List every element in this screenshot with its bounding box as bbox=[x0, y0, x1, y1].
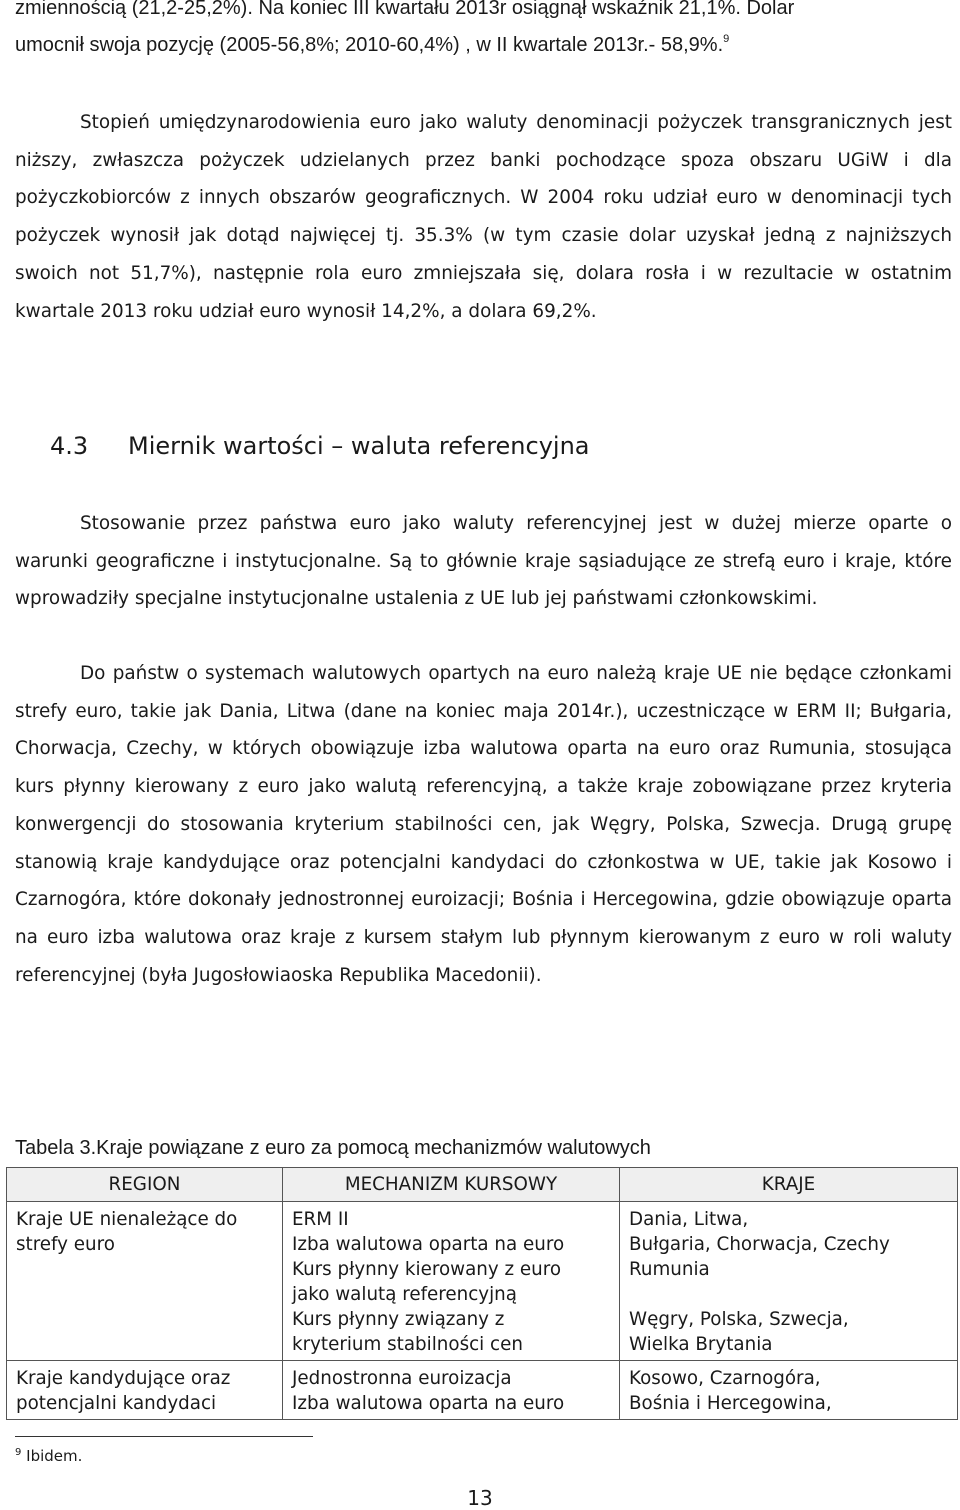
cell-line: Kraje UE nienależące do bbox=[16, 1209, 238, 1230]
cell-line: Kurs płynny związany z bbox=[292, 1309, 505, 1330]
table-row bbox=[7, 1202, 958, 1361]
cell-line: Bośnia i Hercegowina, bbox=[629, 1393, 832, 1414]
paragraph-reference-currency: Stosowanie przez państwa euro jako waluty referencyjnej jest w dużej mierze oparte o warunki geograficzne i instytucjonalne. Są to głównie kraje sąsiadujące ze strefą euro i kraje, które wprowadziły specjalne instytucjonalne ustalenia z UE lub jej państwami członkowskimi. bbox=[15, 513, 952, 610]
section-number: 4.3 bbox=[50, 432, 89, 460]
footnote-text: Ibidem. bbox=[26, 1447, 83, 1465]
paragraph-internationalization: Stopień umiędzynarodowienia euro jako waluty denominacji pożyczek transgranicznych jest niższy, zwłaszcza pożyczek udzielanych przez banki pochodzące spoza obszaru UGiW i dla pożyczkobiorców z innych obszarów geograficznych. W 2004 roku udział euro w denominacji tych pożyczek wynosił jak dotąd najwięcej tj. 35.3% (w tym czasie dolar uzyskał jedną z najniższych swoich not 51,7%), następnie rola euro zmniejszała się, dolara rosła i w rezultacie w ostatnim kwartale 2013 roku udział euro wynosił 14,2%, a dolara 69,2%. bbox=[15, 112, 952, 322]
cell-region bbox=[7, 1202, 283, 1361]
cell-line: Węgry, Polska, Szwecja, bbox=[629, 1309, 849, 1330]
cell-line: Kraje kandydujące oraz bbox=[16, 1368, 231, 1389]
cell-line: Kurs płynny kierowany z euro bbox=[292, 1259, 562, 1280]
cell-line: Izba walutowa oparta na euro bbox=[292, 1393, 565, 1414]
cell-line: potencjalni kandydaci bbox=[16, 1393, 217, 1414]
cell-line: Bułgaria, Chorwacja, Czechy bbox=[629, 1234, 890, 1255]
footnote-reference[interactable]: 9 bbox=[723, 33, 730, 45]
cell-line: jako walutą referencyjną bbox=[292, 1284, 517, 1305]
footnote-separator bbox=[15, 1436, 313, 1437]
cell-line: kryterium stabilności cen bbox=[292, 1334, 523, 1355]
currency-mechanisms-table bbox=[6, 1167, 958, 1420]
section-heading bbox=[50, 432, 590, 460]
page-number: 13 bbox=[467, 1486, 493, 1510]
cell-line: Dania, Litwa, bbox=[629, 1209, 749, 1230]
header-mechanism: MECHANIZM KURSOWY bbox=[283, 1168, 620, 1202]
continuation-line-2: umocnił swoja pozycję (2005-56,8%; 2010-60,4%) , w II kwartale 2013r.- 58,9%. bbox=[15, 34, 724, 56]
cell-line: ERM II bbox=[292, 1209, 349, 1230]
table-row bbox=[7, 1361, 958, 1420]
cell-spacer bbox=[629, 1282, 948, 1307]
footnote bbox=[15, 1447, 82, 1465]
footnote-number: 9 bbox=[15, 1447, 22, 1458]
cell-countries bbox=[620, 1202, 958, 1361]
table-caption: Tabela 3.Kraje powiązane z euro za pomocą mechanizmów walutowych bbox=[15, 1137, 651, 1159]
cell-mechanism bbox=[283, 1202, 620, 1361]
cell-line: strefy euro bbox=[16, 1234, 115, 1255]
cell-line: Kosowo, Czarnogóra, bbox=[629, 1368, 821, 1389]
header-countries: KRAJE bbox=[620, 1168, 958, 1202]
paragraph-currency-systems: Do państw o systemach walutowych opartych na euro należą kraje UE nie będące członkami strefy euro, takie jak Dania, Litwa (dane na koniec maja 2014r.), uczestniczące w ERM II; Bułgaria, Chorwacja, Czechy, w których obowiązuje izba walutowa oparta na euro oraz Rumunia, stosująca kurs płynny kierowany z euro jako walutą referencyjną, a także kraje zobowiązane przez kryteria konwergencji do stosowania kryterium stabilności cen, jak Węgry, Polska, Szwecja. Drugą grupę stanowią kraje kandydujące oraz potencjalni kandydaci do członkostwa w UE, takie jak Kosowo i Czarnogóra, które dokonały jednostronnej euroizacji; Bośnia i Hercegowina, gdzie obowiązuje oparta na euro izba walutowa oraz kraje z kursem stałym lub płynnym kierowanym z euro w roli waluty referencyjnej (była Jugosłowiaoska Republika Macedonii). bbox=[15, 663, 952, 986]
cell-countries bbox=[620, 1361, 958, 1420]
cell-line: Jednostronna euroizacja bbox=[292, 1368, 512, 1389]
cell-line: Rumunia bbox=[629, 1259, 710, 1280]
cell-region bbox=[7, 1361, 283, 1420]
cell-line: Wielka Brytania bbox=[629, 1334, 773, 1355]
table-header-row bbox=[7, 1168, 958, 1202]
continuation-paragraph bbox=[15, 0, 952, 64]
cell-mechanism bbox=[283, 1361, 620, 1420]
continuation-line-1: zmiennością (21,2-25,2%). Na koniec III kwartału 2013r osiągnął wskaźnik 21,1%. Dolar bbox=[15, 0, 795, 19]
header-region: REGION bbox=[7, 1168, 283, 1202]
section-title: Miernik wartości – waluta referencyjna bbox=[128, 432, 590, 460]
cell-line: Izba walutowa oparta na euro bbox=[292, 1234, 565, 1255]
